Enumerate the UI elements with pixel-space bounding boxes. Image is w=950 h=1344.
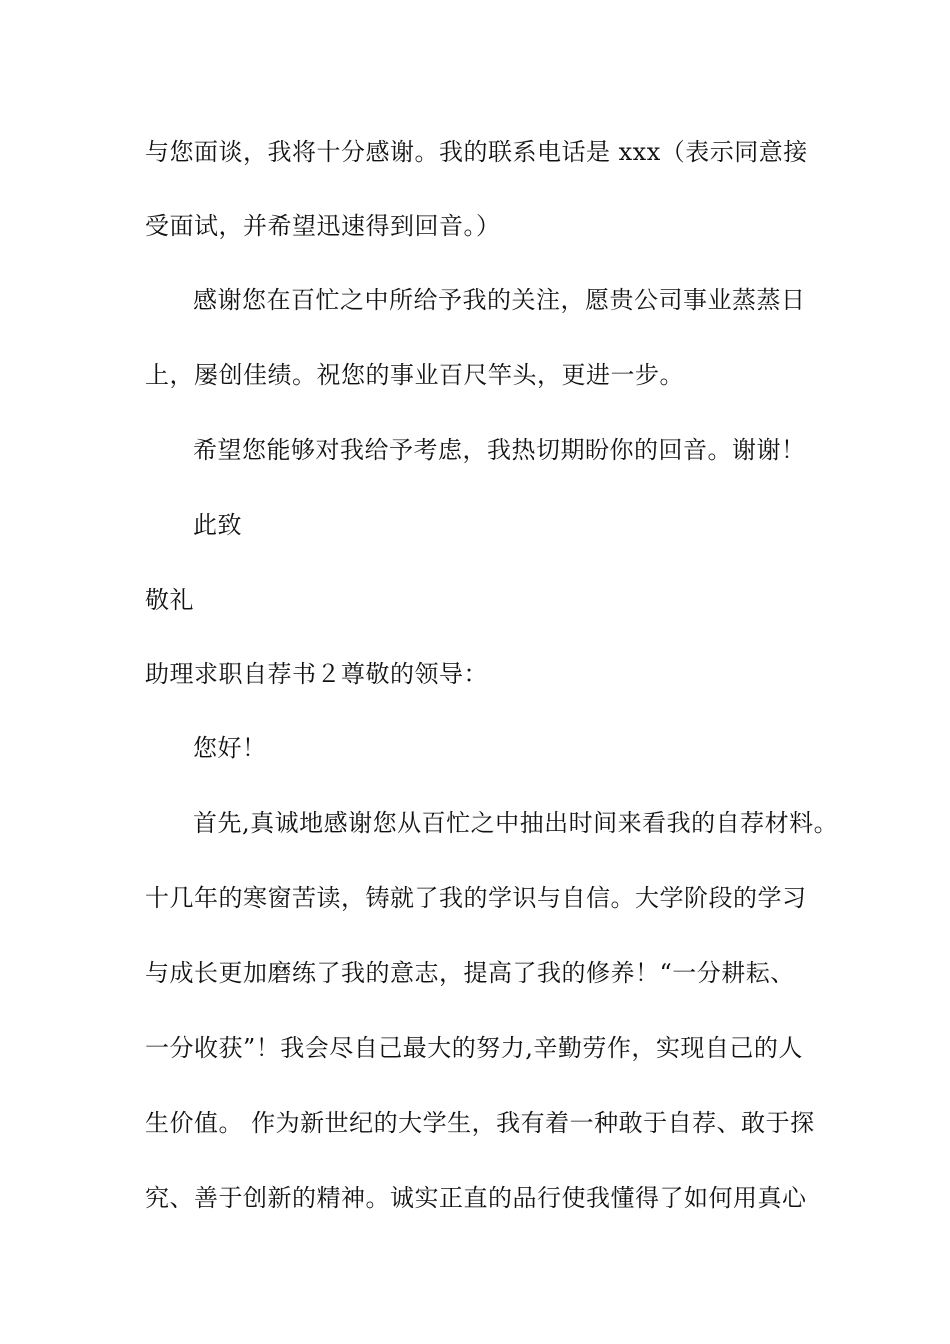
greeting-line: 您好！ xyxy=(193,734,267,762)
text-line: 与成长更加磨练了我的意志，提高了我的修养！“一分耕耘、 xyxy=(145,959,795,987)
text-line: 上，屡创佳绩。祝您的事业百尺竿头，更进一步。 xyxy=(145,361,684,389)
text-line: 一分收获”！我会尽自己最大的努力,辛勤劳作，实现自己的人 xyxy=(145,1034,803,1062)
salutation-line: 敬礼 xyxy=(145,586,194,614)
text-line: 与您面谈，我将十分感谢。我的联系电话是 xxx（表示同意接 xyxy=(145,138,808,166)
text-line: 生价值。 作为新世纪的大学生，我有着一种敢于自荐、敢于探 xyxy=(145,1109,815,1137)
text-line: 十几年的寒窗苦读，铸就了我的学识与自信。大学阶段的学习 xyxy=(145,884,807,912)
closing-line: 此致 xyxy=(193,511,242,539)
heading-line: 助理求职自荐书２尊敬的领导： xyxy=(145,660,488,688)
text-line: 受面试，并希望迅速得到回音。） xyxy=(145,212,501,240)
paragraph-line: 感谢您在百忙之中所给予我的关注，愿贵公司事业蒸蒸日 xyxy=(193,286,806,314)
paragraph-line: 首先,真诚地感谢您从百忙之中抽出时间来看我的自荐材料。 xyxy=(193,809,839,837)
paragraph-line: 希望您能够对我给予考虑，我热切期盼你的回音。谢谢！ xyxy=(193,436,806,464)
text-line: 究、善于创新的精神。诚实正直的品行使我懂得了如何用真心 xyxy=(145,1184,807,1212)
